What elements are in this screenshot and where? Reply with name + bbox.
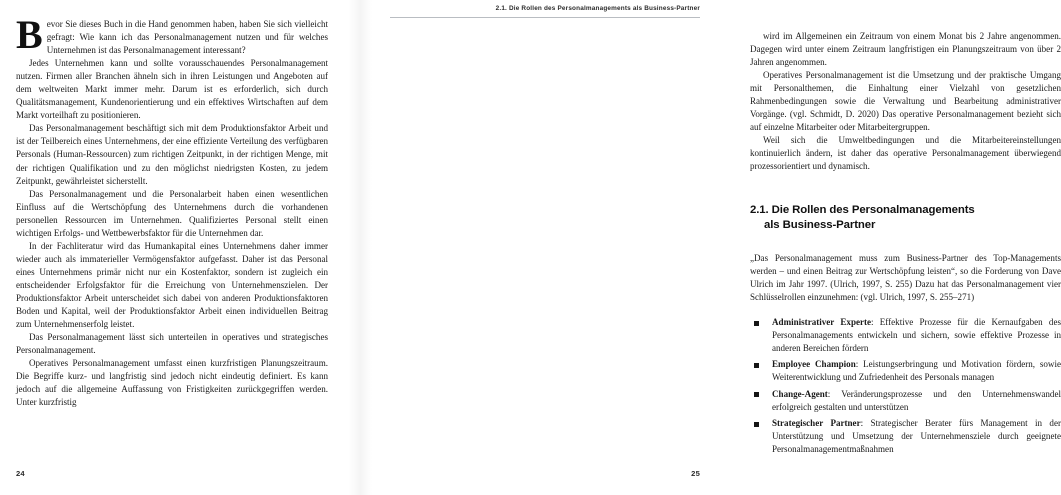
square-bullet-icon [754, 363, 759, 368]
paragraph: Weil sich die Umweltbedingungen und die Mitarbeitereinstellungen kontinuierlich ändern, ist daher das operative Personalmanagement überwiegend prozessorientiert und dynamisch. [750, 135, 1061, 172]
list-item-term: Change-Agent [772, 388, 828, 399]
page-number-right: 25 [691, 469, 700, 478]
drop-cap-letter: B [16, 12, 43, 57]
square-bullet-icon [754, 422, 759, 427]
list-item-separator: : [827, 388, 831, 399]
paragraph: In der Fachliteratur wird das Humankapital eines Unternehmens daher immer wieder auch als immaterieller Vermögensfaktor aufgefasst. Daher ist das Personal eines Unternehmens primär nicht nur ein Kostenfaktor, sondern ist zugleich ein entscheidender Erfolgsfaktor für die Erreichung von Unternehmenszielen. Der Produktionsfaktor Arbeit unterscheidet sich dabei von anderen Produktionsfaktoren Boden und Kapital, weil der Produktionsfaktor Arbeit einen individuellen Beitrag zum Unternehmenserfolg leistet. [16, 240, 328, 330]
page-left [0, 0, 360, 495]
key-roles-list [750, 316, 1061, 460]
list-item-text: Veränderungsprozesse und den Unternehmenswandel erfolgreich gestalten und unterstützen [772, 388, 1061, 412]
running-head [390, 4, 700, 20]
left-column-text [16, 12, 328, 409]
paragraph: Operatives Personalmanagement ist die Umsetzung und der praktische Umgang mit Personalthemen, die Einhaltung einer Vielzahl von gesetzlichen Rahmenbedingungen sowie die Verwaltung und Bearbeitung administrativer Vorgänge. (vgl. Schmidt, D. 2020) Das operative Personalmanagement bezieht sich auf einzelne Mitarbeiter oder Mitarbeitergruppen. [750, 70, 1061, 133]
square-bullet-icon [754, 392, 759, 397]
section-heading-line-2: als Business-Partner [764, 219, 876, 231]
list-item-term: Employee Champion [772, 359, 856, 370]
list-item-term: Strategischer Partner [772, 418, 861, 429]
list-item-separator: : [860, 418, 864, 429]
right-column-text [750, 30, 1061, 174]
running-head-text: 2.1. Die Rollen des Personalmanagements als Business-Partner [495, 5, 700, 12]
page-number-left: 24 [16, 469, 25, 478]
quotation-text: „Das Personalmanagement muss zum Business-Partner des Top-Managements werden – und einen Beitrag zur Wertschöpfung leisten“, so die Forderung von Dave Ulrich im Jahr 1997. (Ulrich, 1997, S. 255) Dazu hat das Personalmanagement vier Schlüsselrollen einzunehmen: (vgl. Ulrich, 1997, S. 255–271) [750, 253, 1061, 303]
section-heading [750, 203, 1050, 233]
paragraph: Jedes Unternehmen kann und sollte vorausschauendes Personalmanagement nutzen. Firmen aller Branchen ähneln sich in ihren Leistungen und Angeboten auf dem weltweiten Markt immer mehr. Darum ist es erforderlich, sich durch Qualitätsmanagement, Kundenorientierung und ein effektives Wirtschaften auf dem Markt vorteilhaft zu positionieren. [16, 58, 328, 121]
list-item-text: Leistungserbringung und Motivation fördern, sowie Weiterentwicklung und Zufriedenheit des Personals managen [772, 359, 1061, 383]
list-item [750, 388, 1061, 414]
page-right [360, 0, 1061, 495]
list-item-separator: : [855, 359, 859, 370]
quotation-block [750, 252, 1061, 304]
list-item-text: Strategischer Berater fürs Management in der Unterstützung und Umsetzung der Unternehmensziele durch geeignete Personalmanagementmaßnahmen [772, 418, 1061, 455]
list-item-separator: : [871, 317, 874, 327]
section-heading-line-1: 2.1. Die Rollen des Personalmanagements [750, 204, 975, 216]
list-item [750, 417, 1061, 456]
paragraph-text: evor Sie dieses Buch in die Hand genommen haben, haben Sie sich vielleicht gefragt: Wie kann ich das Personalmanagement nutzen und für welches Unternehmen ist das Personalmanagement interessant? [46, 19, 328, 56]
list-item-text: Effektive Prozesse für die Kernaufgaben des Personalmanagements entwickeln und sichern, sowie effektive Prozesse in anderen Bereichen fördern [772, 317, 1061, 354]
square-bullet-icon [754, 321, 759, 326]
list-item [750, 316, 1061, 355]
list-item-term: Administrativer Experte [772, 317, 872, 327]
paragraph: Das Personalmanagement lässt sich unterteilen in operatives und strategisches Personalmanagement. [16, 332, 328, 356]
paragraph: wird im Allgemeinen ein Zeitraum von einem Monat bis 2 Jahre angenommen. Dagegen wird unter einem Zeitraum langfristigen ein Planungszeitraum von über 2 Jahren angenommen. [750, 31, 1061, 68]
paragraph: Das Personalmanagement und die Personalarbeit haben einen wesentlichen Einfluss auf die Wertschöpfung des Unternehmens durch die vorhandenen personellen Ressourcen im Unternehmen. Qualifiziertes Personal stellt einen wichtigen Erfolgs- und Wettbewerbsfaktor für die Unternehmen dar. [16, 188, 328, 238]
paragraph-with-dropcap [16, 12, 328, 57]
paragraph: Operatives Personalmanagement umfasst einen kurzfristigen Planungszeitraum. Die Begriffe kurz- und langfristig sind jedoch nicht eindeutig definiert. Es kann jedoch auf die allgemeine Auffassung von Fristigkeiten zurückgegriffen werden. Unter kurzfristig [16, 358, 328, 408]
list-item [750, 358, 1061, 384]
running-head-rule [390, 17, 700, 18]
paragraph: Das Personalmanagement beschäftigt sich mit dem Produktionsfaktor Arbeit und ist der Teilbereich eines Unternehmens, der eine effiziente Verteilung des verfügbaren Personals (Human-Ressourcen) zum richtigen Zeitpunkt, in der richtigen Menge, mit der richtigen Qualifikation und zu den möglichst niedrigsten Kosten, zu jedem Zeitpunkt, gewährleistet sicherstellt. [16, 123, 328, 186]
